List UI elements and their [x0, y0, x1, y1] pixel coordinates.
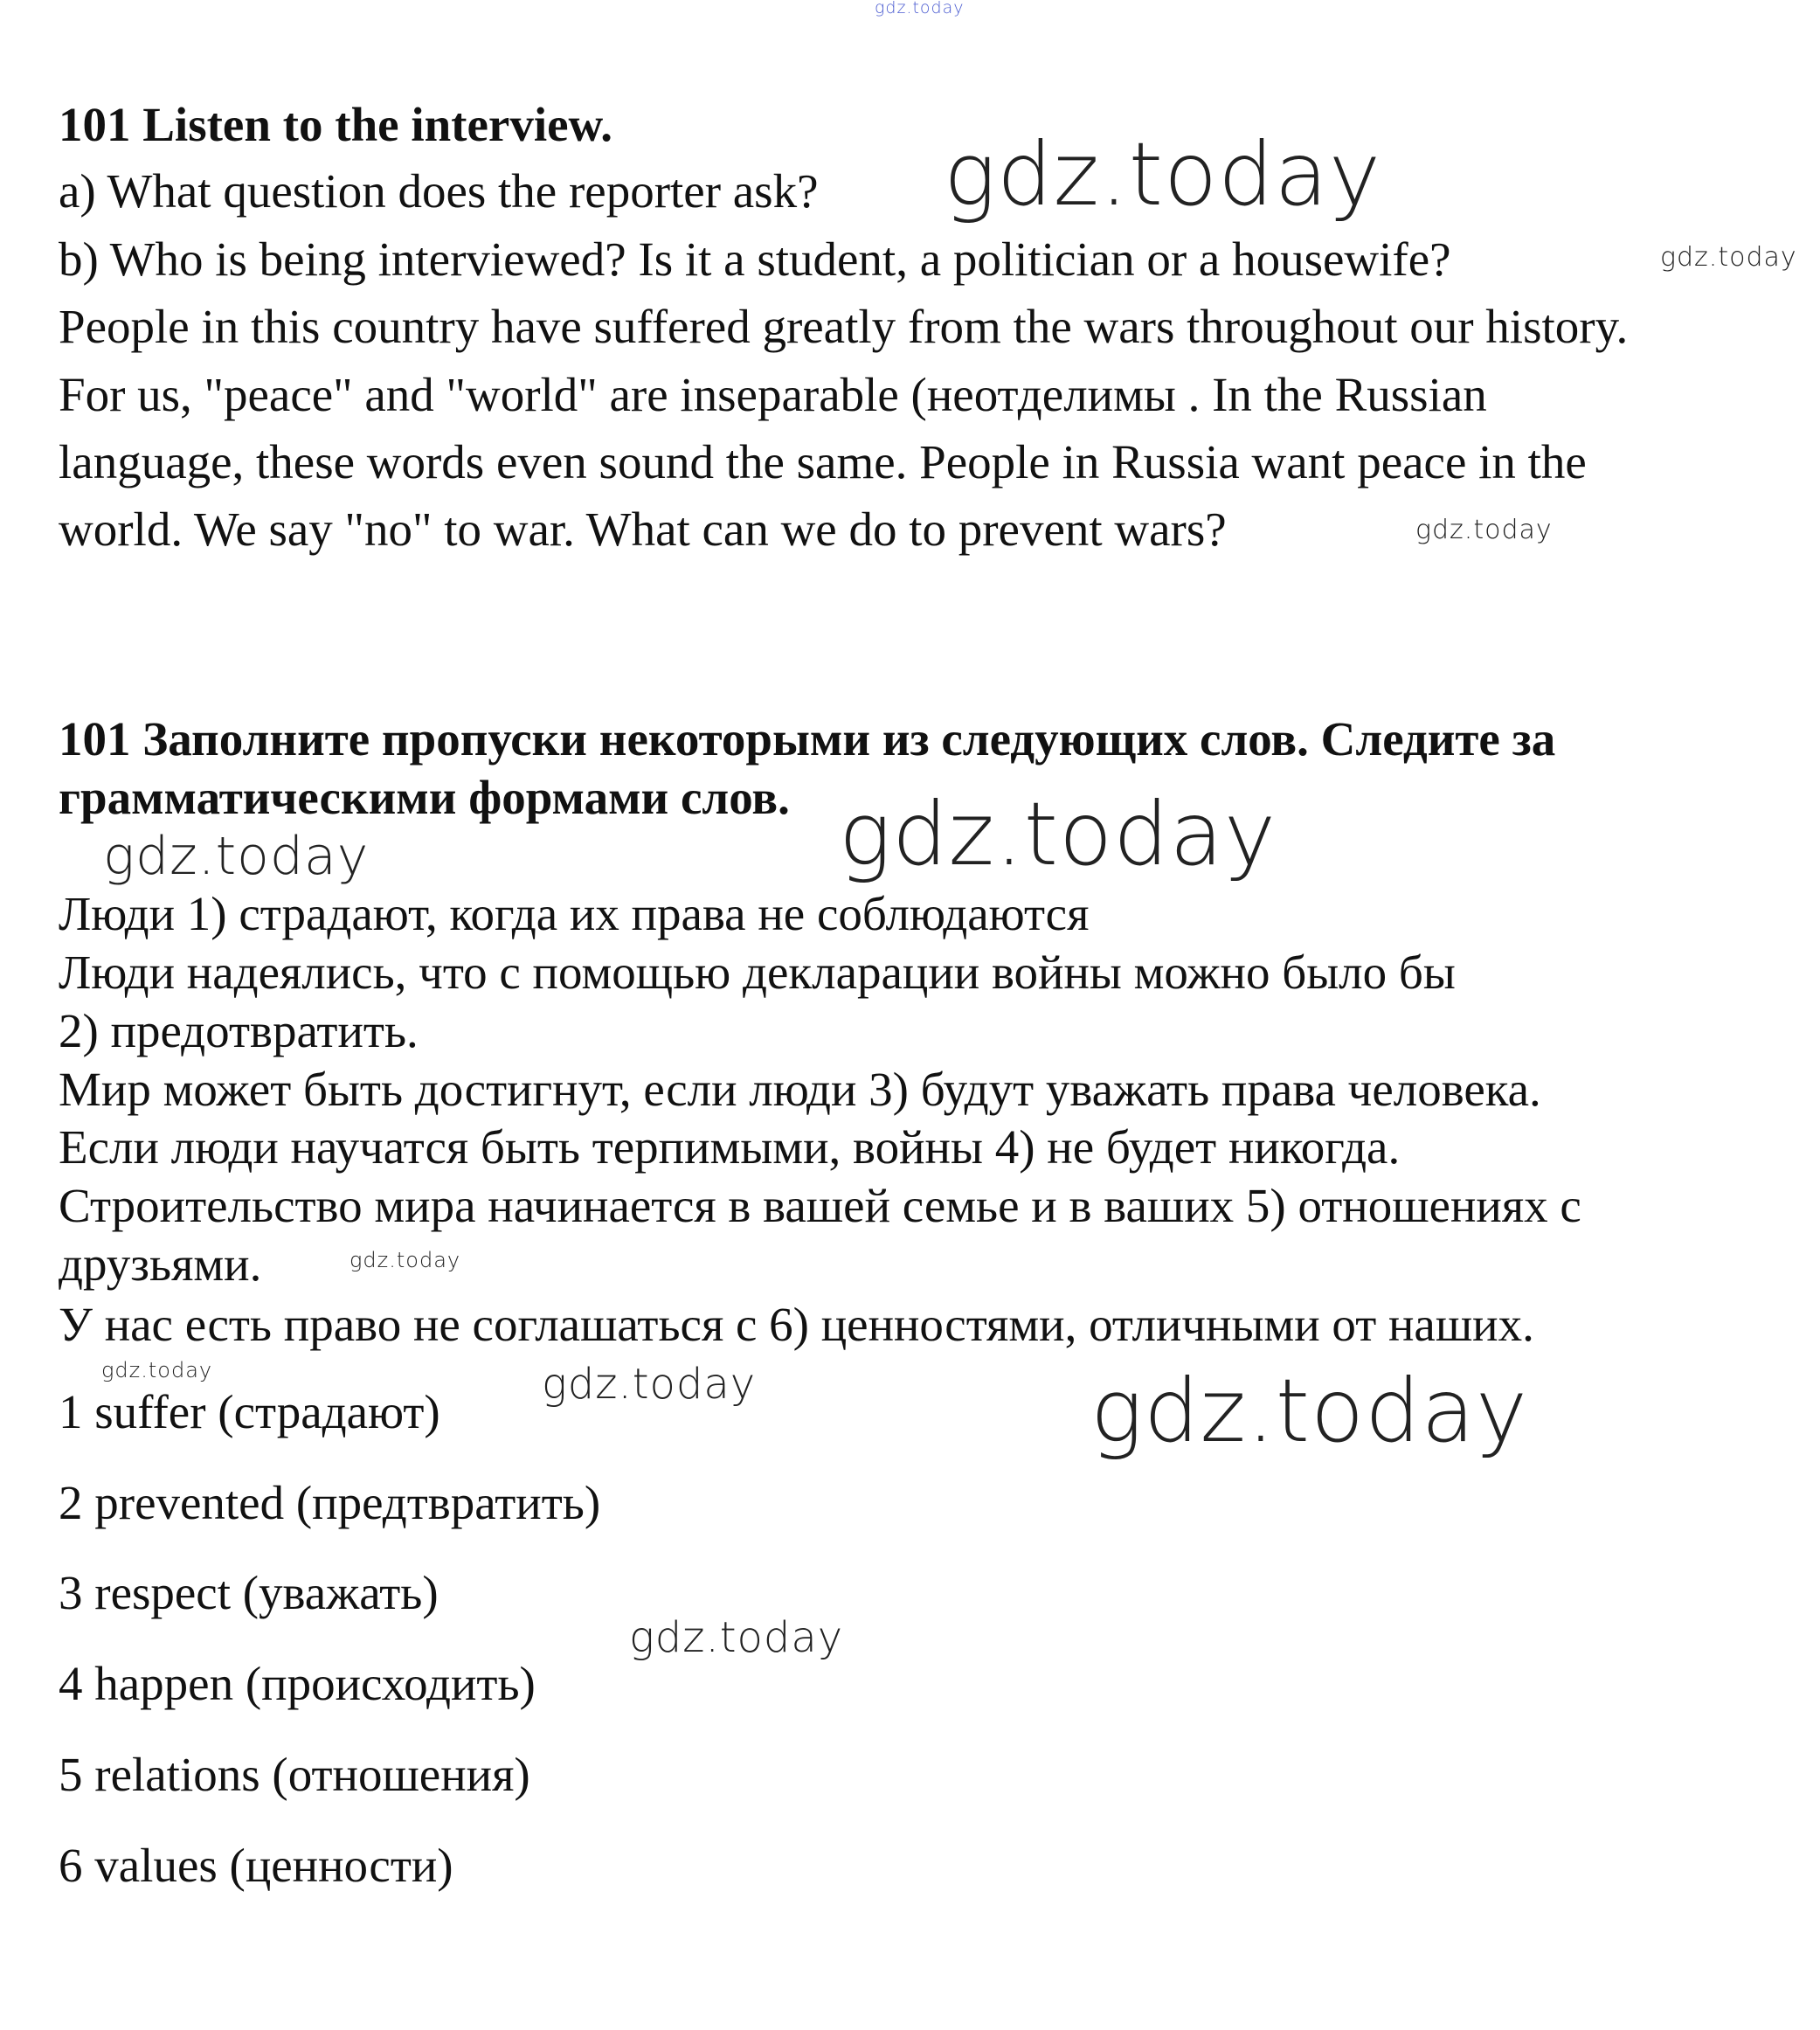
- watermark-large: gdz.today: [839, 783, 1277, 885]
- watermark-small: gdz.today: [101, 1358, 213, 1382]
- answer-item: 5 relations (отношения): [59, 1748, 530, 1801]
- text-line: Строительство мира начинается в вашей семье и в ваших 5) отношениях с: [59, 1179, 1581, 1232]
- answer-item: 3 respect (уважать): [59, 1566, 439, 1619]
- exercise-title: грамматическими формами слов.: [59, 771, 790, 824]
- watermark-small: gdz.today: [1415, 515, 1553, 545]
- text-line: Люди надеялись, что с помощью декларации войны можно было бы: [59, 946, 1456, 999]
- watermark-small: gdz.today: [1660, 242, 1797, 273]
- text-line: Если люди научатся быть терпимыми, войны 4) не будет никогда.: [59, 1120, 1401, 1174]
- watermark-top: gdz.today: [875, 0, 965, 17]
- text-line: Мир может быть достигнут, если люди 3) будут уважать права человека.: [59, 1063, 1541, 1116]
- text-line: 2) предотвратить.: [59, 1004, 419, 1057]
- text-line: For us, "peace" and "world" are inseparable (неотделимы . In the Russian: [59, 368, 1487, 421]
- text-line: a) What question does the reporter ask?: [59, 164, 819, 218]
- exercise-title: 101 Заполните пропуски некоторыми из следующих слов. Следите за: [59, 712, 1556, 766]
- text-line: language, these words even sound the same. People in Russia want peace in the: [59, 435, 1587, 488]
- watermark-large: gdz.today: [1090, 1360, 1529, 1462]
- text-line: У нас есть право не соглашаться с 6) ценностями, отличными от наших.: [59, 1298, 1534, 1351]
- text-line: b) Who is being interviewed? Is it a student, a politician or a housewife?: [59, 232, 1451, 286]
- watermark-large: gdz.today: [944, 123, 1382, 225]
- answer-item: 1 suffer (страдают): [59, 1385, 440, 1438]
- watermark-medium: gdz.today: [542, 1360, 757, 1409]
- text-line: друзьями.: [59, 1237, 262, 1291]
- text-line: world. We say "no" to war. What can we do to prevent wars?: [59, 502, 1227, 556]
- answer-item: 2 prevented (предтвратить): [59, 1476, 601, 1529]
- watermark-small: gdz.today: [349, 1248, 461, 1272]
- text-line: People in this country have suffered greatly from the wars throughout our history.: [59, 300, 1629, 353]
- answer-item: 6 values (ценности): [59, 1839, 453, 1892]
- exercise-title: 101 Listen to the interview.: [59, 98, 612, 151]
- text-line: Люди 1) страдают, когда их права не соблюдаются: [59, 887, 1090, 940]
- watermark-medium: gdz.today: [629, 1613, 844, 1662]
- watermark-medium: gdz.today: [103, 826, 370, 887]
- answer-item: 4 happen (происходить): [59, 1657, 536, 1710]
